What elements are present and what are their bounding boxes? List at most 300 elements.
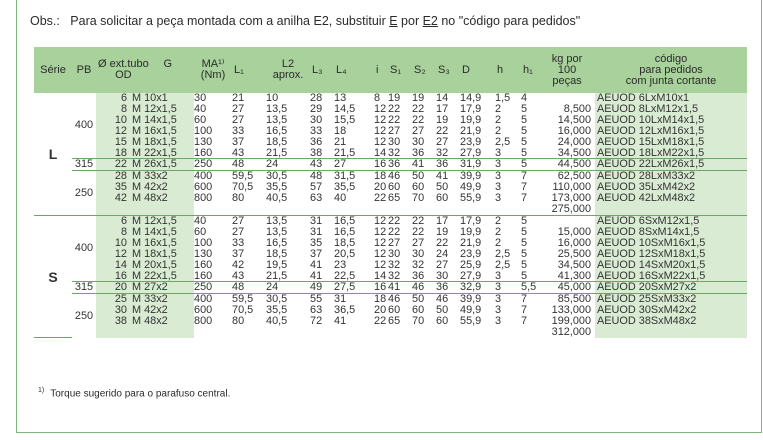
cell-kg	[539, 93, 595, 104]
cell-h1: 7	[521, 305, 528, 317]
cell-l2: 24	[266, 159, 310, 171]
table-body	[34, 93, 747, 338]
cell-s2: 60	[412, 182, 425, 194]
cell-g: M 12x1,5	[130, 215, 194, 226]
cell-ma: 800	[194, 316, 213, 328]
cell-g: M 18x1,5	[130, 137, 194, 148]
cell-s3: 50	[436, 305, 449, 317]
cell-s1: 22	[388, 226, 401, 238]
cell-s3: 60	[436, 316, 449, 328]
obs-text-b: por	[397, 14, 423, 28]
cell-i: 18	[374, 293, 387, 306]
cell-d: 55,9	[460, 193, 482, 205]
cell-l1: 70,5	[232, 182, 254, 194]
cell-l1: 42	[232, 259, 245, 271]
obs-text-a: Para solicitar a peça montada com a anilha E2, substituir	[70, 14, 390, 28]
cell-s1: 22	[388, 215, 412, 226]
cell-code: AEUOD 8SxM14x1,5	[595, 227, 747, 238]
cell-s2: 50	[412, 294, 436, 305]
cell-i: 20	[374, 305, 387, 317]
cell-s2: 30	[412, 248, 425, 260]
cell-od: 8	[96, 227, 130, 238]
cell-l4: 35,5	[334, 182, 356, 194]
cell-s2: 70	[412, 316, 425, 328]
cell-code	[595, 327, 747, 338]
cell-l2: 13,5	[266, 215, 310, 226]
cell-h: 2	[495, 125, 502, 137]
cell-l3: 72	[310, 316, 323, 328]
table-row	[34, 93, 747, 104]
cell-h: 2	[495, 237, 502, 249]
header-ma	[194, 47, 232, 93]
cell-h1: 5	[521, 270, 528, 282]
cell-l3: 43	[310, 159, 334, 171]
cell-ma: 600	[194, 182, 213, 194]
table-row	[34, 104, 747, 115]
cell-s3: 41	[436, 171, 460, 182]
cell-kg: 8,500	[563, 103, 592, 115]
cell-s2: 22	[412, 103, 425, 115]
cell-h1: 5	[521, 226, 528, 238]
cell-l4: 15,5	[334, 114, 356, 126]
cell-s1: 22	[388, 114, 401, 126]
cell-g	[130, 327, 194, 338]
cell-i: 12	[374, 226, 387, 238]
header-ext-tubo: Ø ext.tubo	[98, 58, 149, 70]
cell-kg: 312,000	[551, 327, 592, 338]
table-row	[34, 115, 747, 126]
header-serie: Série	[34, 47, 72, 93]
header-code-label: código	[654, 52, 688, 65]
cell-kg: 15,000	[557, 226, 592, 238]
cell-s1: 32	[388, 270, 401, 282]
table-row	[34, 227, 747, 238]
cell-s3: 32	[436, 147, 449, 159]
cell-s3: 22	[436, 125, 449, 137]
cell-h1: 5	[521, 147, 528, 159]
cell-d: 49,9	[460, 305, 482, 317]
cell-kg: 34,500	[557, 147, 592, 159]
cell-h1: 5	[521, 159, 539, 171]
cell-i: 12	[374, 103, 387, 115]
cell-i: 12	[374, 237, 387, 249]
cell-h1	[521, 327, 539, 338]
cell-s3: 24	[436, 248, 449, 260]
cell-i: 12	[374, 125, 387, 137]
cell-h: 2	[495, 103, 502, 115]
cell-l1: 33	[232, 237, 245, 249]
table-row	[34, 204, 747, 215]
cell-s1: 19	[388, 93, 401, 104]
cell-l3: 33	[310, 125, 323, 137]
cell-l2: 19,5	[266, 259, 288, 271]
cell-od: 6	[96, 215, 130, 226]
cell-l4: 27,5	[334, 282, 374, 294]
cell-od: 35	[96, 182, 130, 193]
cell-s3: 36	[436, 159, 460, 171]
cell-h1: 5	[521, 114, 528, 126]
cell-h: 3	[495, 294, 521, 305]
cell-l2: 16,5	[266, 125, 288, 137]
table-row	[34, 305, 747, 316]
series-label: S	[34, 215, 72, 337]
cell-kg: 133,000	[551, 305, 592, 317]
cell-ma: 100	[194, 125, 213, 137]
cell-s2: 46	[412, 282, 436, 294]
cell-s2	[412, 327, 436, 338]
cell-l4: 21,5	[334, 147, 356, 159]
cell-ma: 40	[194, 103, 207, 115]
cell-l1: 59,5	[232, 171, 266, 182]
cell-s3: 46	[436, 294, 460, 305]
cell-h: 3	[495, 182, 502, 194]
cell-s1	[388, 327, 412, 338]
cell-i: 20	[374, 182, 387, 194]
cell-h: 2,5	[495, 248, 511, 260]
cell-code: AEUOD 30SxM42x2	[595, 305, 747, 316]
cell-i: 16	[374, 158, 387, 171]
cell-l3: 48	[310, 171, 334, 182]
table-row	[34, 294, 747, 305]
cell-s3: 17	[436, 215, 460, 226]
cell-od: 28	[96, 171, 130, 182]
cell-od: 12	[96, 126, 130, 137]
cell-s2: 36	[412, 147, 425, 159]
cell-kg: 173,000	[551, 193, 592, 205]
cell-kg: 199,000	[551, 316, 592, 328]
cell-s3: 22	[436, 237, 449, 249]
cell-l1: 43	[232, 270, 245, 282]
cell-h1: 5	[521, 259, 528, 271]
cell-g: M 22x1,5	[130, 148, 194, 159]
cell-l4: 14,5	[334, 103, 356, 115]
cell-g: M 26x1,5	[130, 159, 194, 171]
cell-l2: 21,5	[266, 147, 288, 159]
pb-label: 315	[72, 159, 96, 171]
cell-g: M 12x1,5	[130, 104, 194, 115]
cell-code: AEUOD 12SxM18x1,5	[595, 249, 747, 260]
table-row	[34, 171, 747, 182]
cell-od: 18	[96, 148, 130, 159]
cell-kg: 16,000	[557, 125, 592, 137]
header-kg-label: kg por	[551, 52, 583, 65]
cell-l2: 21,5	[266, 270, 288, 282]
table-row	[34, 193, 747, 204]
cell-h: 3	[495, 159, 521, 171]
header-kg-pecas: peças	[552, 74, 582, 87]
header-code-label-2: para pedidos	[639, 63, 703, 76]
cell-d: 17,9	[460, 103, 482, 115]
cell-s3: 27	[436, 259, 449, 271]
cell-s2: 70	[412, 193, 425, 205]
cell-h	[495, 204, 521, 215]
header-kg	[539, 47, 595, 93]
cell-d: 39,9	[460, 294, 495, 305]
cell-l2	[266, 327, 310, 338]
cell-g: M 33x2	[130, 294, 194, 305]
cell-l4: 18,5	[334, 237, 356, 249]
cell-i	[374, 204, 388, 215]
cell-l3: 35	[310, 237, 323, 249]
cell-h: 2,5	[495, 259, 511, 271]
cell-l4	[334, 204, 374, 215]
cell-s1: 60	[388, 305, 401, 317]
cell-l2	[266, 204, 310, 215]
cell-l4: 40	[334, 193, 347, 205]
cell-g: M 22x1,5	[130, 271, 194, 282]
cell-l2: 16,5	[266, 237, 288, 249]
cell-d: 21,9	[460, 237, 482, 249]
cell-l4: 23	[334, 259, 347, 271]
header-h: h	[495, 47, 521, 93]
header-i: i	[374, 47, 388, 93]
cell-l2: 35,5	[266, 182, 288, 194]
cell-s3	[436, 204, 460, 215]
cell-l1: 59,5	[232, 294, 266, 305]
cell-h: 2	[495, 114, 502, 126]
cell-h1: 5	[521, 237, 528, 249]
cell-code: AEUOD 20SxM27x2	[595, 282, 747, 294]
table-row	[34, 148, 747, 159]
cell-l3: 38	[310, 147, 323, 159]
table-row	[34, 271, 747, 282]
cell-ma: 100	[194, 237, 213, 249]
cell-h1: 4	[521, 93, 528, 104]
cell-od: 25	[96, 294, 130, 305]
cell-d: 31,9	[460, 159, 495, 171]
cell-h: 2,5	[495, 136, 511, 148]
cell-i: 12	[374, 259, 387, 271]
cell-g: M 42x2	[130, 305, 194, 316]
cell-l4: 18	[334, 125, 347, 137]
cell-d: 19,9	[460, 226, 482, 238]
cell-l1: 21	[232, 93, 245, 104]
cell-h1: 7	[521, 294, 539, 305]
cell-d: 55,9	[460, 316, 482, 328]
cell-kg: 14,500	[557, 114, 592, 126]
cell-ma: 130	[194, 136, 213, 148]
cell-code: AEUOD 6LxM10x1	[595, 93, 747, 104]
header-s1: S₁	[388, 47, 412, 93]
cell-s2: 60	[412, 305, 425, 317]
cell-d: 21,9	[460, 125, 482, 137]
footnote-text: Torque sugerido para o parafuso central.	[50, 388, 231, 400]
obs-text-c: no "código para pedidos"	[437, 14, 581, 28]
cell-code: AEUOD 18LxM22x1,5	[595, 148, 747, 159]
cell-l3: 63	[310, 305, 323, 317]
cell-h1: 5	[521, 125, 528, 137]
cell-s1: 30	[388, 248, 401, 260]
cell-d: 23,9	[460, 248, 482, 260]
cell-h1: 7	[521, 182, 528, 194]
table-row	[34, 327, 747, 338]
cell-ma	[194, 327, 232, 338]
cell-g: M 48x2	[130, 316, 194, 327]
cell-kg: 45,000	[539, 282, 595, 294]
cell-i: 12	[374, 136, 387, 148]
cell-s2: 32	[412, 259, 425, 271]
cell-s3: 36	[436, 282, 460, 294]
cell-h1: 5	[521, 215, 539, 226]
cell-s2: 36	[412, 270, 425, 282]
cell-l3	[310, 204, 334, 215]
cell-l1: 27	[232, 215, 266, 226]
cell-h1: 7	[521, 316, 528, 328]
cell-d: 27,9	[460, 270, 482, 282]
cell-s2: 22	[412, 226, 425, 238]
cell-h1: 7	[521, 193, 528, 205]
cell-od: 22	[96, 159, 130, 171]
cell-g: M 16x1,5	[130, 126, 194, 137]
table-row	[34, 182, 747, 193]
cell-l3: 63	[310, 193, 323, 205]
cell-l4: 36,5	[334, 305, 356, 317]
cell-code: AEUOD 28LxM33x2	[595, 171, 747, 182]
cell-h: 3	[495, 282, 521, 294]
cell-l2: 30,5	[266, 171, 310, 182]
header-code-label-3: com junta cortante	[625, 74, 717, 87]
header-l2-sub: aprox.	[272, 69, 304, 81]
cell-code: AEUOD 10LxM14x1,5	[595, 115, 747, 126]
cell-g: M 27x2	[130, 282, 194, 294]
cell-kg: 34,500	[557, 259, 592, 271]
cell-l3: 28	[310, 93, 323, 104]
cell-l2: 13,5	[266, 103, 288, 115]
cell-d: 27,9	[460, 147, 482, 159]
table-row	[34, 215, 747, 226]
cell-d: 23,9	[460, 136, 482, 148]
cell-h1: 7	[521, 171, 539, 182]
cell-l1: 43	[232, 147, 245, 159]
series-label: L	[34, 93, 72, 215]
obs-prefix: Obs.:	[30, 14, 60, 28]
cell-s3: 19	[436, 114, 449, 126]
cell-od: 15	[96, 137, 130, 148]
cell-d: 49,9	[460, 182, 482, 194]
cell-h: 2	[495, 226, 502, 238]
cell-l2: 40,5	[266, 316, 288, 328]
cell-l4	[334, 327, 374, 338]
cell-h: 2	[495, 215, 521, 226]
cell-h: 3	[495, 147, 502, 159]
cell-od: 30	[96, 305, 130, 316]
cell-od	[96, 327, 130, 338]
header-h1: h₁	[521, 47, 539, 93]
cell-ma: 600	[194, 305, 213, 317]
cell-i: 12	[374, 114, 387, 126]
cell-l3: 55	[310, 294, 334, 305]
cell-l4: 41	[334, 316, 347, 328]
cell-i: 12	[374, 215, 387, 227]
cell-kg	[539, 215, 595, 226]
cell-s2: 27	[412, 125, 425, 137]
cell-g: M 48x2	[130, 193, 194, 204]
cell-s3: 30	[436, 270, 449, 282]
cell-kg: 275,000	[551, 204, 592, 216]
cell-ma: 160	[194, 270, 213, 282]
cell-l1: 33	[232, 125, 245, 137]
cell-d: 25,9	[460, 259, 482, 271]
cell-l3: 30	[310, 114, 323, 126]
cell-code: AEUOD 25SxM33x2	[595, 294, 747, 305]
cell-d	[460, 204, 495, 215]
observation-note	[30, 14, 580, 28]
cell-kg: 110,000	[552, 182, 592, 194]
cell-d: 17,9	[460, 215, 495, 226]
cell-l1: 48	[232, 159, 266, 171]
cell-h1	[521, 204, 539, 215]
cell-ma: 60	[194, 114, 207, 126]
cell-g: M 16x1,5	[130, 238, 194, 249]
cell-od: 10	[96, 115, 130, 126]
cell-i: 18	[374, 170, 387, 183]
cell-ma: 60	[194, 226, 207, 238]
cell-h: 3	[495, 193, 502, 205]
cell-l4: 16,5	[334, 215, 374, 226]
cell-s1: 46	[388, 294, 412, 305]
pb-label: 315	[72, 282, 96, 294]
cell-code: AEUOD 6SxM12x1,5	[595, 215, 747, 226]
cell-d: 32,9	[460, 282, 495, 294]
cell-ma: 250	[194, 282, 232, 294]
cell-od: 14	[96, 260, 130, 271]
cell-code: AEUOD 42LxM48x2	[595, 193, 747, 204]
cell-s1: 32	[388, 259, 401, 271]
cell-l1	[232, 204, 266, 215]
cell-g: M 14x1,5	[130, 227, 194, 238]
table-row	[34, 137, 747, 148]
cell-kg: 62,500	[539, 171, 595, 182]
cell-l2: 18,5	[266, 248, 288, 260]
cell-code: AEUOD 12LxM16x1,5	[595, 126, 747, 137]
header-ma-label: MA¹⁾	[201, 58, 225, 70]
cell-s1	[388, 204, 412, 215]
cell-kg: 25,500	[557, 248, 592, 260]
cell-h: 3	[495, 305, 502, 317]
cell-i: 16	[374, 281, 387, 294]
pb-label: 250	[72, 171, 96, 216]
cell-s2: 22	[412, 215, 436, 226]
cell-kg: 16,000	[557, 237, 592, 249]
cell-s1: 27	[388, 125, 401, 137]
cell-ma: 400	[194, 171, 232, 182]
cell-h1: 5	[521, 136, 528, 148]
cell-g: M 20x1,5	[130, 260, 194, 271]
cell-od	[96, 204, 130, 215]
table-header	[34, 47, 747, 93]
cell-g: M 18x1,5	[130, 249, 194, 260]
cell-s1: 60	[388, 182, 401, 194]
cell-s3: 27	[436, 136, 449, 148]
cell-l3: 31	[310, 226, 323, 238]
header-od-g	[96, 47, 194, 93]
cell-code: AEUOD 10SxM16x1,5	[595, 238, 747, 249]
cell-code: AEUOD 15LxM18x1,5	[595, 137, 747, 148]
cell-od: 8	[96, 104, 130, 115]
pb-label: 400	[72, 215, 96, 281]
cell-i: 22	[374, 316, 387, 328]
header-kg-100: 100	[557, 63, 577, 76]
table-row	[34, 249, 747, 260]
cell-kg: 41,300	[557, 270, 592, 282]
cell-l2: 18,5	[266, 136, 288, 148]
header-ma-unit: (Nm)	[200, 69, 226, 81]
cell-l1	[232, 327, 266, 338]
cell-h: 3	[495, 270, 502, 282]
cell-od: 38	[96, 316, 130, 327]
cell-ma: 160	[194, 259, 213, 271]
cell-l3: 29	[310, 103, 323, 115]
